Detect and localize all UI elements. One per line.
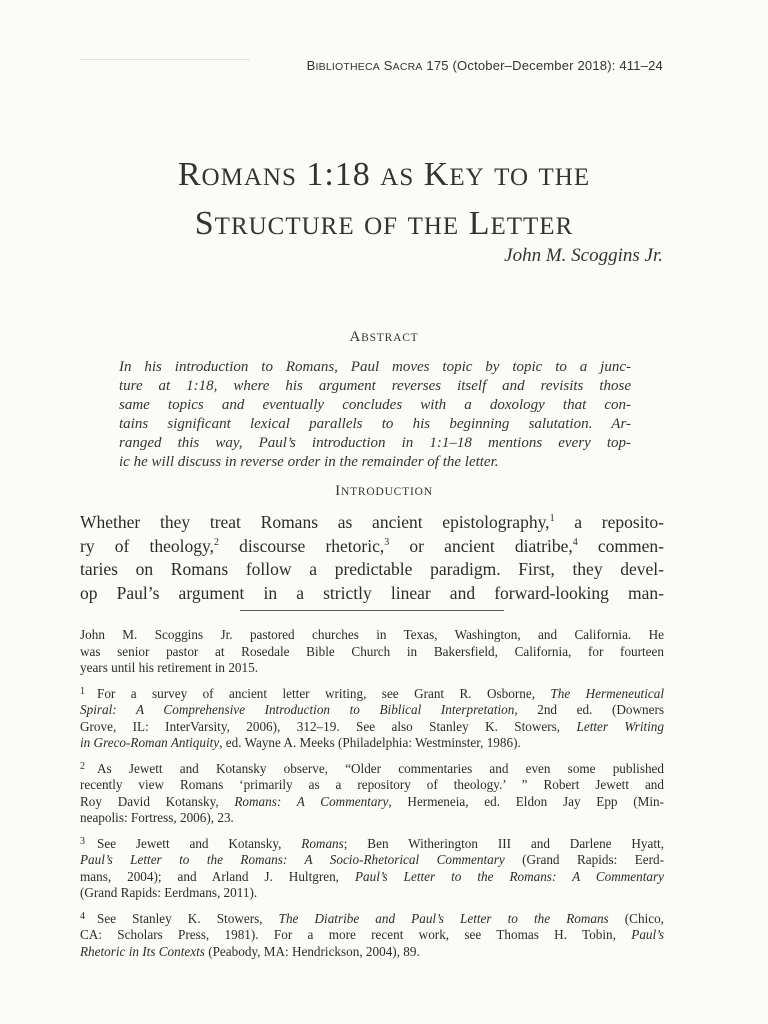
body-line: ry of theology,$^2$ discourse rhetoric,$^3$ or ancient diatribe,$^4$ commen- [80, 535, 664, 556]
abstract-text [119, 358, 631, 472]
abstract-line: ic he will discuss in reverse order in the remainder of the letter. [119, 454, 499, 470]
footnote-2: $^2$ As Jewett and Kotansky observe, “Older commentaries and even some published recently view Romans ‘primarily as a repository of theology.’ ” Robert Jewett and Roy David Kotansky, Romans: A Commentary, Hermeneia, ed. Eldon Jay Epp (Min- neapolis: Fortress, 2006), 23. [80, 760, 664, 825]
footnote-4: $^4$ See Stanley K. Stowers, The Diatribe and Paul’s Letter to the Romans (Chico, CA: Scholars Press, 1981). For a more recent work, see Thomas H. Tobin, Paul’s Rhetoric in Its Contexts (Peabody, MA: Hendrickson, 2004), 89. [80, 910, 664, 959]
journal-name-initial-2: S [383, 58, 393, 73]
abstract-line: tains significant lexical parallels to his beginning salutation. Ar- [119, 416, 631, 432]
footnotes [80, 627, 664, 969]
abstract-line: ranged this way, Paul’s introduction in 1:1–18 mentions every top- [119, 435, 631, 451]
introduction-heading: INTRODUCTION [335, 483, 433, 499]
journal-name-rest-2: ACRA [392, 61, 423, 73]
footnote-1: $^1$ For a survey of ancient letter writing, see Grant R. Osborne, The Hermeneutical Spiral: A Comprehensive Introduction to Biblical Interpretation, 2nd ed. (Downers Grove, IL: InterVarsity, 2006), 312–19. See also Stanley K. Stowers, Letter Writing in Greco-Roman Antiquity, ed. Wayne A. Meeks (Philadelphia: Westminster, 1986). [80, 685, 664, 750]
article-title [0, 152, 768, 250]
footnote-divider [240, 610, 504, 611]
footnote-ref-2[interactable]: 2 [214, 536, 219, 548]
footnote-ref-4[interactable]: 4 [572, 536, 578, 548]
header-rule [80, 59, 250, 60]
journal-name-initial: B [306, 58, 316, 73]
author-name: John M. Scoggins Jr. [504, 245, 663, 266]
abstract-heading: ABSTRACT [349, 329, 419, 345]
journal-citation: 175 (October–December 2018): 411–24 [426, 58, 663, 73]
footnote-3: $^3$ See Jewett and Kotansky, Romans; Ben Witherington III and Darlene Hyatt, Paul’s Letter to the Romans: A Socio-Rhetorical Commentary (Grand Rapids: Eerd- mans, 2004); and Arland J. Hultgren, Paul’s Letter to the Romans: A Commentary (Grand Rapids: Eerdmans, 2011). [80, 835, 665, 900]
body-line: Whether they treat Romans as ancient epistolography,$^1$ a reposito- [80, 512, 664, 532]
author-bio-note: John M. Scoggins Jr. pastored churches in Texas, Washington, and California. He was senior pastor at Rosedale Bible Church in Bakersfield, California, for fourteen years until his retirement in 2015. [80, 627, 664, 675]
body-paragraph [80, 511, 664, 605]
abstract-line: ture at 1:18, where his argument reverses itself and revisits those [119, 378, 631, 394]
abstract-line: In his introduction to Romans, Paul moves topic by topic to a junc- [119, 359, 631, 375]
title-line-1: ROMANS 1:18 AS KEY TO THE [177, 156, 591, 193]
body-line: op Paul’s argument in a strictly linear and forward-looking man- [80, 582, 664, 603]
running-header [307, 58, 663, 73]
abstract-line: same topics and eventually concludes with a doxology that con- [119, 397, 631, 413]
footnote-ref-1[interactable]: 1 [549, 513, 555, 525]
journal-name-rest: IBLIOTHECA [315, 61, 380, 73]
title-line-2: STRUCTURE OF THE LETTER [194, 205, 574, 242]
body-line: taries on Romans follow a predictable paradigm. First, they devel- [80, 559, 664, 579]
footnote-ref-3[interactable]: 3 [384, 536, 390, 548]
